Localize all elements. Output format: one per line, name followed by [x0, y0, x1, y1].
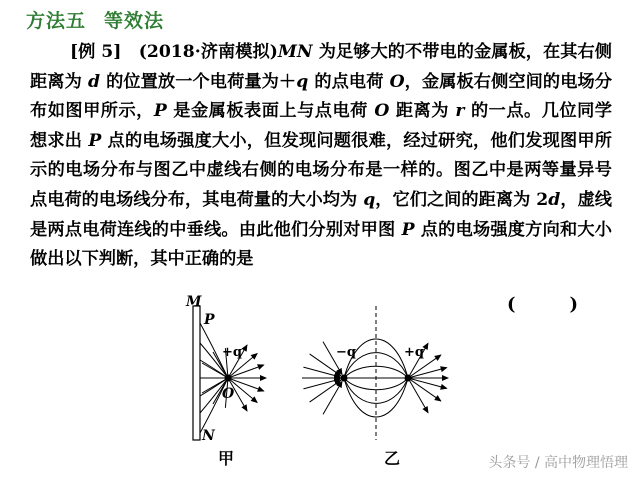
text-var: d [548, 189, 561, 210]
text-var: r [455, 101, 465, 122]
text-var: P [401, 219, 415, 240]
text-run: 距离为 [389, 101, 456, 122]
field-line-outward [228, 365, 264, 378]
text-run: 的一点。几位同学想求出 [30, 101, 612, 151]
label-m: M [186, 294, 202, 310]
text-var: O [389, 71, 405, 92]
text-mn: MN [277, 42, 313, 62]
text-run: ，它们之间的距离为 2 [375, 189, 549, 210]
text-var: q [296, 71, 309, 92]
charge-o-dot [225, 375, 232, 382]
metal-plate [193, 306, 200, 440]
text-run: ，虚线是两点电荷连线的中垂线。由此他们分别对甲图 [30, 189, 612, 240]
text-var: P [88, 130, 102, 151]
negative-charge-dot [341, 375, 348, 382]
problem-label: [例 5] [70, 42, 122, 62]
field-lines-figure-a [200, 323, 266, 433]
method-number: 方法五 [26, 10, 87, 32]
text-var: d [87, 71, 100, 92]
text-run: 的位置放一个电荷量为＋ [99, 71, 297, 92]
text-run: 的点电荷 [308, 71, 390, 92]
label-o: O [222, 386, 235, 402]
text-run: 是金属板表面上与点电荷 [166, 101, 375, 122]
label-minus-q: −q [336, 345, 356, 360]
positive-outward-line [408, 378, 447, 388]
label-p: P [204, 312, 215, 328]
positive-outward-line [408, 378, 441, 401]
text-run: 点的电场强度大小，但发现问题很难，经过研究，他们发现图甲所示的电场分布与图乙中虚线右侧的电场分布是一样的。图乙中是两等量异号点电荷的电场线分布，其电荷量的大小均为 [30, 130, 612, 210]
watermark: 头条号 / 高中物理悟理 [488, 455, 628, 471]
positive-outward-line [408, 378, 428, 413]
problem-source: (2018·济南模拟) [138, 42, 278, 62]
positive-charge-dot [405, 375, 412, 382]
text-var: O [374, 101, 390, 122]
field-lines-figure-b [302, 339, 448, 417]
text-var: P [153, 101, 167, 122]
label-plus-q-a: +q [222, 345, 242, 360]
positive-outward-line [408, 368, 447, 378]
label-plus-q-b: +q [404, 345, 424, 360]
method-name: 等效法 [104, 10, 165, 32]
text-var: q [363, 189, 376, 210]
caption-yi: 乙 [384, 449, 401, 468]
text-run: 为足够大的不带电的金属板，在其右侧距离为 [30, 42, 612, 92]
caption-jia: 甲 [218, 449, 235, 468]
text-run: 点的电场强度方向和大小做出以下判断，其中正确的是 [30, 219, 612, 270]
label-n: N [202, 428, 215, 444]
answer-blank: ( ) [506, 294, 596, 315]
text-run: ，金属板右侧空间的电场分布如图甲所示， [30, 71, 612, 122]
